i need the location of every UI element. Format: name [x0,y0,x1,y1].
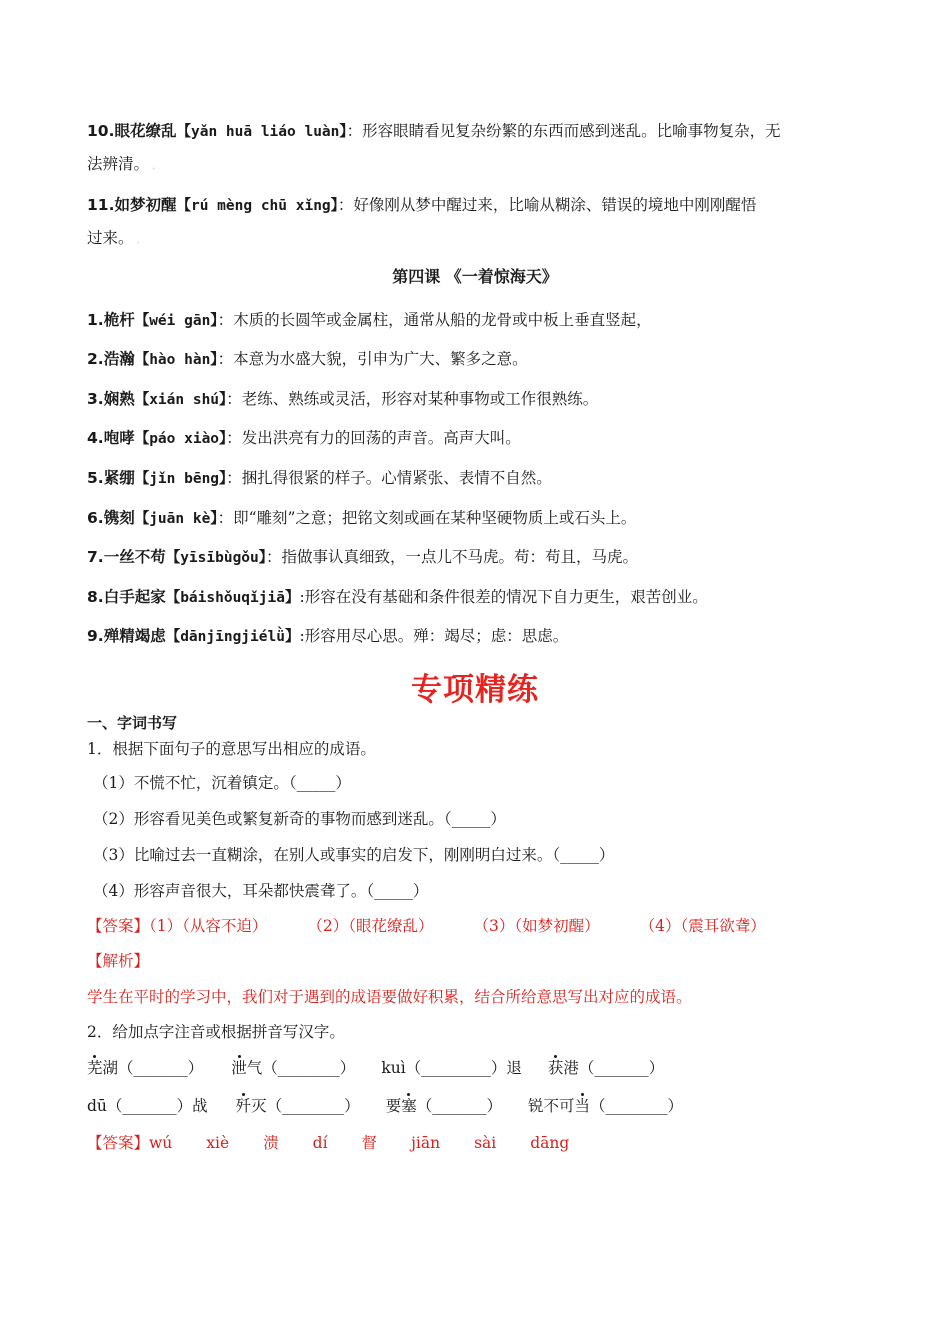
dotted-char: 塞 [401,1097,417,1115]
question-2-row-1 [87,1058,664,1078]
dotted-char: 歼 [235,1097,252,1115]
item-number: 6. [87,509,104,527]
answer-item: xiè [206,1134,230,1152]
item-word: 白手起家 [103,588,166,606]
item-definition: ：本意为水盛大貌，引申为广大、繁多之意。 [217,350,528,368]
answer-item: （1）（从容不迫） [149,917,268,935]
answer-item: dāng [530,1134,570,1152]
item-word: 镌刻 [103,509,135,527]
answer-item: sài [474,1134,497,1152]
item-definition: ：木质的长圆竿或金属柱，通常从船的龙骨或中板上垂直竖起， [217,311,652,329]
question-1-item: （1）不慌不忙，沉着镇定。（_____） [93,774,351,792]
blank-item: 灭（________） [251,1097,360,1115]
item-word: 一丝不苟 [103,548,166,566]
blank-item-prefix: 要 [385,1097,402,1115]
dotted-char: 芜 [87,1059,103,1077]
item-pinyin: 【páo xiào】 [134,431,227,447]
item-definition: ：好像刚从梦中醒过来，比喻从糊涂、错误的境地中刚刚醒悟 [337,196,757,214]
item-word: 娴熟 [103,390,135,408]
item-word: 浩瀚 [103,350,135,368]
item-number: 3. [87,390,104,408]
answer-label: 【答案】 [87,917,150,935]
question-1-prompt: 1．根据下面句子的意思写出相应的成语。 [87,740,376,758]
item-pinyin: 【dānjīngjiélǜ】 [165,629,300,645]
answer-item: （3）（如梦初醒） [473,917,600,935]
question-1-item: （3）比喻过去一直糊涂，在别人或事实的启发下，刚刚明白过来。（_____） [93,846,615,864]
lesson-item [87,389,598,410]
analysis-text: 学生在平时的学习中，我们对于遇到的成语要做好积累，结合所给意思写出对应的成语。 [87,988,692,1006]
lesson-title: 第四课 《一着惊海天》 [392,267,558,286]
item-pinyin: 【juān kè】 [134,511,218,527]
answer-item: 溃 [263,1134,279,1152]
item-pinyin: 【yǎn huā liáo luàn】 [176,124,347,140]
blank-item-prefix: 锐不可 [527,1097,575,1115]
item-number: 11. [87,196,115,214]
dotted-char: 当 [574,1097,591,1115]
item-word: 紧绷 [103,469,135,487]
item-word: 咆哮 [103,429,135,447]
item-pinyin: 【xián shú】 [134,392,227,408]
item-pinyin: 【hào hàn】 [134,352,218,368]
lesson-item [87,428,521,449]
item-definition-cont: 过来。 [87,229,134,247]
lesson-item [87,310,652,331]
item-definition: ：形容眼睛看见复杂纷繁的东西而感到迷乱。比喻事物复杂，无 [346,122,781,140]
item-definition: ：即“雕刻”之意；把铭文刻或画在某种坚硬物质上或石头上。 [217,509,637,527]
item-definition: ：老练、熟练或灵活，形容对某种事物或工作很熟练。 [226,390,599,408]
answer-label: 【答案】 [87,1134,150,1152]
item-number: 4. [87,429,104,447]
item-number: 9. [87,627,104,645]
blank-item: kuì（_________）退 [381,1059,522,1077]
item-word: 桅杆 [103,311,135,329]
item-pinyin: 【yīsībùgǒu】 [165,550,267,566]
dotted-char: 获 [547,1059,564,1077]
item-number: 5. [87,469,104,487]
item-pinyin: 【rú mèng chū xǐng】 [176,198,338,214]
section-heading: 一、字词书写 [87,714,178,732]
blank-item: 气（________） [246,1059,356,1077]
blank-item: （_______） [416,1097,502,1115]
blank-item: 港（_______） [563,1059,665,1077]
answer-item: （2）（眼花缭乱） [307,917,434,935]
question-2-prompt: 2．给加点字注音或根据拼音写汉字。 [87,1023,345,1041]
vocab-item-10 [87,121,781,142]
lesson-item [87,508,636,529]
item-definition: :形容用尽心思。殚：竭尽；虑：思虑。 [299,627,569,645]
question-1-item: （4）形容声音很大，耳朵都快震聋了。（_____） [93,882,429,900]
answer-item: 督 [361,1134,378,1152]
lesson-item [87,547,638,568]
item-pinyin: 【jǐn bēng】 [134,471,227,487]
vocab-item-11 [87,195,756,216]
item-word: 殚精竭虑 [103,627,166,645]
item-definition: :形容在没有基础和条件很差的情况下自力更生，艰苦创业。 [299,588,708,606]
dotted-char: 泄 [231,1059,247,1077]
question-2-answer [87,1133,569,1153]
item-definition: ：捆扎得很紧的样子。心情紧张、表情不自然。 [226,469,552,487]
lesson-item [87,468,552,489]
lesson-item [87,349,528,370]
lesson-item [87,626,568,647]
question-2-row-2 [87,1096,683,1116]
answer-item: wú [149,1134,173,1152]
blank-item: （________） [590,1097,684,1115]
vocab-item-11-cont: 过来。 . [87,229,140,247]
answer-item: （4）（震耳欲聋） [639,917,766,935]
item-number: 7. [87,548,104,566]
blank-item: dū（_______）战 [87,1097,208,1115]
answer-item: jiān [411,1134,441,1152]
item-word: 如梦初醒 [114,196,177,214]
item-definition-cont: 法辨清。 [87,155,150,173]
blank-item: 湖（_______） [102,1059,204,1077]
item-pinyin: 【báishǒuqǐjiā】 [165,590,300,606]
practice-title: 专项精练 [411,672,539,708]
vocab-item-10-cont: 法辨清。 . [87,155,156,173]
item-number: 2. [87,350,104,368]
lesson-item [87,587,708,608]
item-number: 8. [87,588,104,606]
item-word: 眼花缭乱 [114,122,177,140]
item-definition: ：发出洪亮有力的回荡的声音。高声大叫。 [226,429,521,447]
question-1-answer [87,916,766,936]
analysis-label: 【解析】 [87,952,150,970]
item-definition: ：指做事认真细致，一点儿不马虎。苟：苟且，马虎。 [266,548,639,566]
item-number: 10. [87,122,115,140]
answer-item: dí [312,1134,328,1152]
item-pinyin: 【wéi gān】 [134,313,218,329]
question-1-item: （2）形容看见美色或繁复新奇的事物而感到迷乱。（_____） [93,810,506,828]
item-number: 1. [87,311,104,329]
